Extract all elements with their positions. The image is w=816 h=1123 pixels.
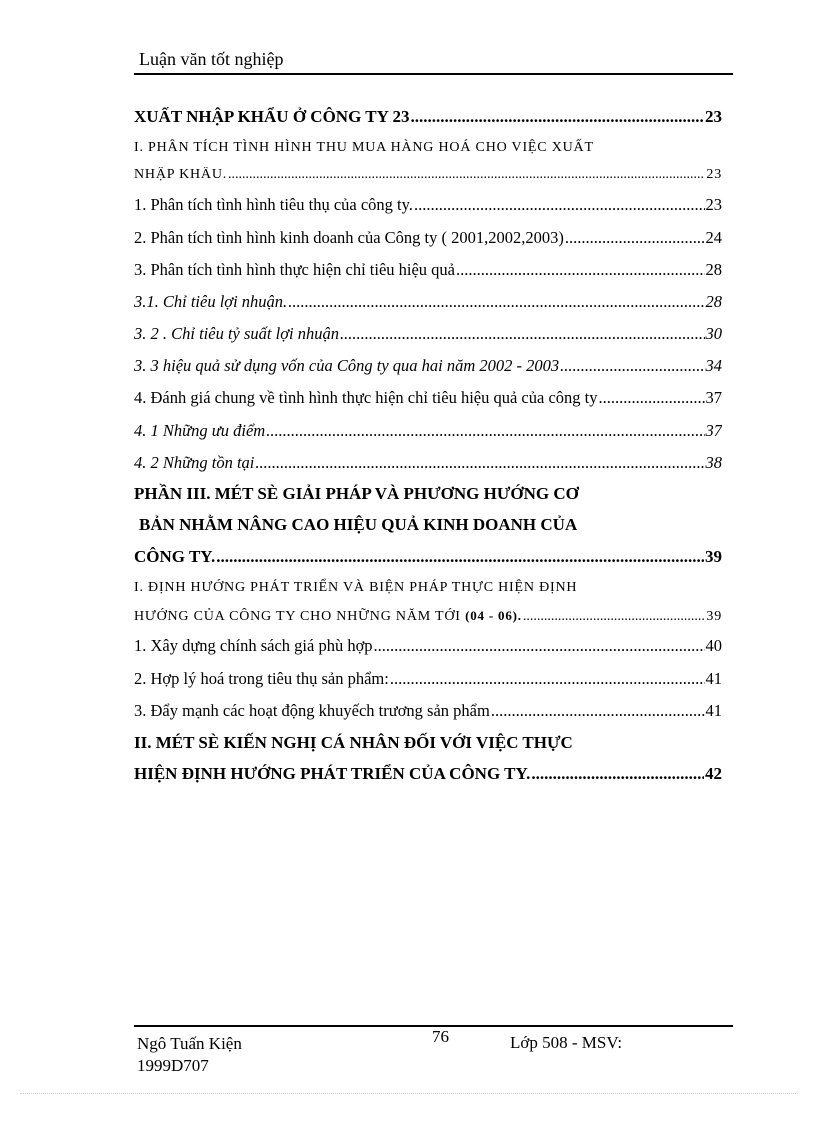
page-edge-divider (20, 1093, 796, 1094)
toc-entry: 3. 2 . Chỉ tiêu tỷ suất lợi nhuận ..... 30 (134, 324, 722, 344)
toc-entry: HƯỚNG CỦA CÔNG TY CHO NHỮNG NĂM TỚI (04 - 06). ..... 39 (134, 608, 722, 625)
toc-entry: 3. Đẩy mạnh các hoạt động khuyếch trương sản phẩm ..... 41 (134, 701, 722, 721)
toc-entry: II. MÉT SÈ KIẾN NGHỊ CÁ NHÂN ĐỐI VỚI VIỆC THỰC (134, 733, 573, 752)
toc-entry: 4. 1 Những ưu điểm ..... 37 (134, 421, 722, 441)
author-name: Ngô Tuấn Kiện (137, 1034, 242, 1053)
toc-entry: 2. Phân tích tình hình kinh doanh của Công ty ( 2001,2002,2003) ..... 24 (134, 228, 722, 248)
page-header-title: Luận văn tốt nghiệp (139, 49, 284, 69)
student-id: 1999D707 (137, 1056, 209, 1075)
toc-entry: I. ĐỊNH HƯỚNG PHÁT TRIỂN VÀ BIỆN PHÁP THỰC HIỆN ĐỊNH (134, 580, 578, 595)
toc-entry: 1. Phân tích tình hình tiêu thụ của công ty. ..... 23 (134, 195, 722, 215)
toc-entry: 4. Đánh giá chung về tình hình thực hiện chỉ tiêu hiệu quả của công ty ..... 37 (134, 388, 722, 408)
header-rule (134, 73, 733, 75)
toc-entry: 3. 3 hiệu quả sử dụng vốn của Công ty qua hai năm 2002 - 2003 ..... 34 (134, 356, 722, 376)
toc-entry: HIỆN ĐỊNH HƯỚNG PHÁT TRIỂN CỦA CÔNG TY. ..... 42 (134, 764, 722, 784)
footer-author (137, 1033, 242, 1077)
toc-entry: 2. Hợp lý hoá trong tiêu thụ sản phẩm: ..... 41 (134, 669, 722, 689)
toc-entry: 3. Phân tích tình hình thực hiện chỉ tiêu hiệu quả ..... 28 (134, 260, 722, 280)
page-number: 76 (432, 1027, 449, 1046)
toc-entry: CÔNG TY. ..... 39 (134, 547, 722, 567)
toc-entry: I. PHÂN TÍCH TÌNH HÌNH THU MUA HÀNG HOÁ CHO VIỆC XUẤT (134, 140, 594, 155)
toc-entry: NHẬP KHẨU. ..... 23 (134, 167, 722, 183)
toc-entry: BẢN NHẰM NÂNG CAO HIỆU QUẢ KINH DOANH CỦA (139, 515, 578, 534)
toc-entry: 4. 2 Những tồn tại ..... 38 (134, 453, 722, 473)
toc-entry: 1. Xây dựng chính sách giá phù hợp ..... 40 (134, 636, 722, 656)
toc-entry: 3.1. Chỉ tiêu lợi nhuận. ..... 28 (134, 292, 722, 312)
toc-entry: PHẦN III. MÉT SÈ GIẢI PHÁP VÀ PHƯƠNG HƯỚNG CƠ (134, 484, 579, 503)
class-label: Lớp 508 - MSV: (510, 1033, 623, 1052)
toc-entry: XUẤT NHẬP KHẨU Ở CÔNG TY 23 ..... 23 (134, 107, 722, 127)
